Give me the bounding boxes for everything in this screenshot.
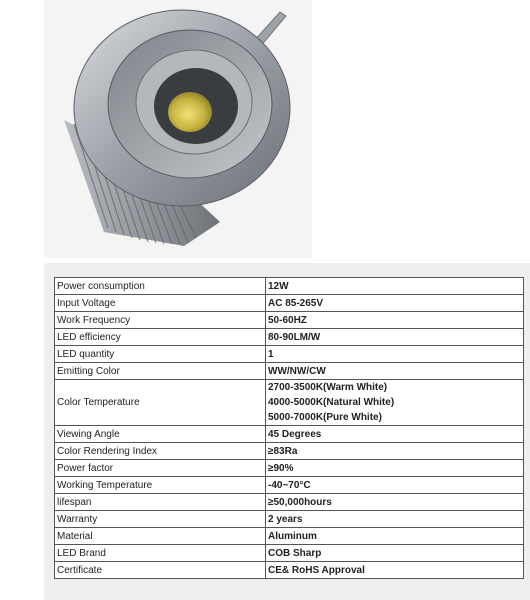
spec-label: Emitting Color <box>55 363 266 380</box>
spec-label: Viewing Angle <box>55 426 266 443</box>
spec-row <box>55 443 524 460</box>
spec-value <box>266 545 524 562</box>
spec-value-line: -40~70°C <box>268 479 311 491</box>
spec-value <box>266 528 524 545</box>
spec-row <box>55 562 524 579</box>
spec-value-line: 80-90LM/W <box>268 331 321 343</box>
spec-value <box>266 511 524 528</box>
spec-value <box>266 380 524 426</box>
spec-row <box>55 312 524 329</box>
product-photo <box>44 0 312 258</box>
spec-value <box>266 329 524 346</box>
spec-panel <box>44 263 530 600</box>
spec-row <box>55 460 524 477</box>
spec-table <box>54 277 524 579</box>
spec-row <box>55 363 524 380</box>
spec-row <box>55 494 524 511</box>
spec-value-line: WW/NW/CW <box>268 365 326 377</box>
spec-label: Material <box>55 528 266 545</box>
spec-label: LED Brand <box>55 545 266 562</box>
spec-value-line: 45 Degrees <box>268 428 322 440</box>
spec-label: Power consumption <box>55 278 266 295</box>
spec-value-line: ≥50,000hours <box>268 496 332 508</box>
spec-value <box>266 346 524 363</box>
spec-row <box>55 528 524 545</box>
spec-label: Color Rendering Index <box>55 443 266 460</box>
spec-label: Work Frequency <box>55 312 266 329</box>
spec-value-line: AC 85-265V <box>268 297 324 309</box>
spec-value-line: COB Sharp <box>268 547 322 559</box>
spec-value <box>266 278 524 295</box>
spec-value <box>266 363 524 380</box>
spec-row <box>55 380 524 426</box>
spec-label: Warranty <box>55 511 266 528</box>
spec-value-line: Aluminum <box>268 530 317 542</box>
spec-label: Color Temperature <box>55 380 266 426</box>
spec-label: Certificate <box>55 562 266 579</box>
spec-value <box>266 562 524 579</box>
spec-row <box>55 426 524 443</box>
spec-value-line: 2 years <box>268 513 303 525</box>
spec-value <box>266 312 524 329</box>
spec-value-line: 12W <box>268 280 289 292</box>
spec-row <box>55 329 524 346</box>
spec-label: LED efficiency <box>55 329 266 346</box>
spec-value-line: 2700-3500K(Warm White) <box>268 382 388 393</box>
spec-row <box>55 278 524 295</box>
spec-label: Working Temperature <box>55 477 266 494</box>
spec-value-line: ≥83Ra <box>268 445 298 457</box>
spec-value <box>266 477 524 494</box>
spec-value <box>266 426 524 443</box>
cob-led-chip <box>168 92 212 132</box>
spec-row <box>55 545 524 562</box>
spec-row <box>55 511 524 528</box>
spec-row <box>55 477 524 494</box>
spec-value-line: 50-60HZ <box>268 314 307 326</box>
spec-value-line: CE& RoHS Approval <box>268 564 365 576</box>
spec-value-line: ≥90% <box>268 462 294 474</box>
spec-label: Power factor <box>55 460 266 477</box>
spec-value <box>266 460 524 477</box>
spec-value-line: 1 <box>268 348 274 360</box>
spec-value <box>266 443 524 460</box>
spec-row <box>55 346 524 363</box>
spec-label: lifespan <box>55 494 266 511</box>
spec-row <box>55 295 524 312</box>
spec-value-line: 4000-5000K(Natural White) <box>268 397 395 408</box>
spec-label: LED quantity <box>55 346 266 363</box>
spec-label: Input Voltage <box>55 295 266 312</box>
downlight-image <box>44 0 312 258</box>
spec-value <box>266 494 524 511</box>
spec-value <box>266 295 524 312</box>
spec-value-line: 5000-7000K(Pure White) <box>268 412 382 423</box>
